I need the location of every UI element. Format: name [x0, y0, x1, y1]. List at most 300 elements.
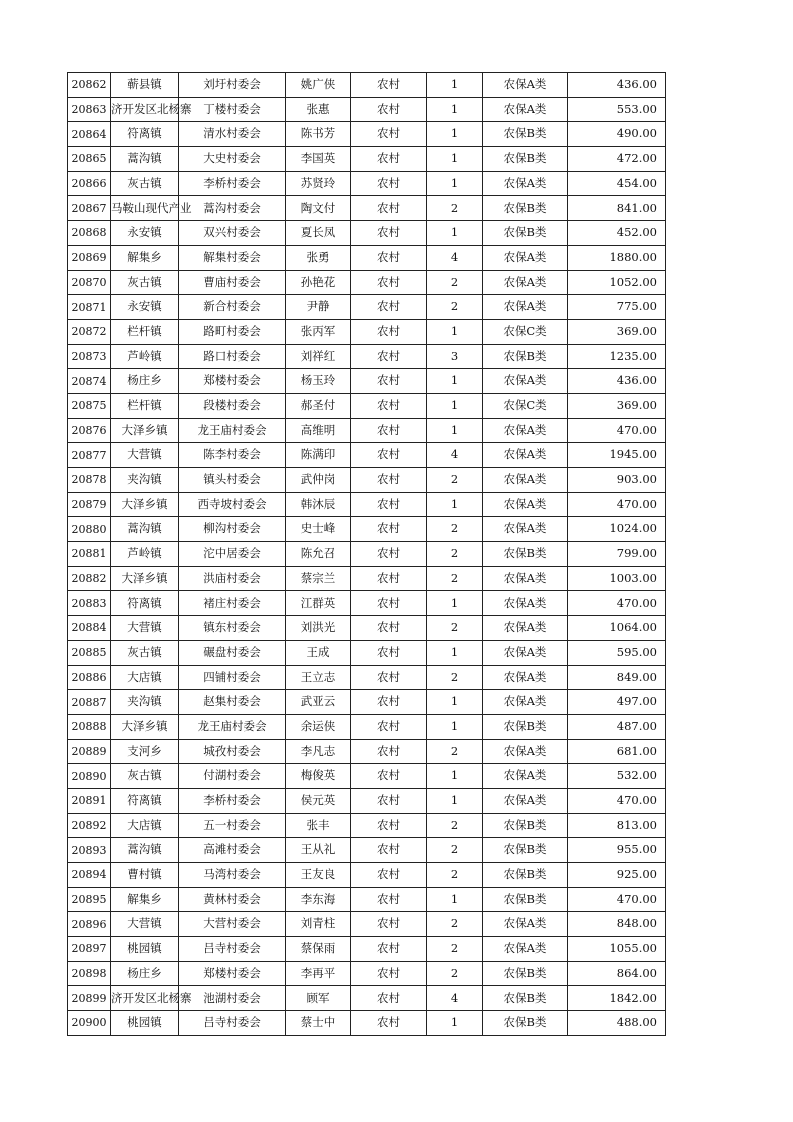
township-cell: 栏杆镇 — [111, 319, 179, 344]
name-cell: 高维明 — [286, 418, 351, 443]
township-cell: 灰古镇 — [111, 640, 179, 665]
township-cell: 灰古镇 — [111, 764, 179, 789]
amount-cell: 497.00 — [568, 690, 666, 715]
name-cell: 郝圣付 — [286, 393, 351, 418]
table-row — [68, 319, 666, 344]
household-count-cell: 1 — [427, 122, 483, 147]
area-type-cell: 农村 — [351, 468, 427, 493]
name-cell: 李再平 — [286, 961, 351, 986]
village-committee-cell: 陈李村委会 — [179, 443, 286, 468]
table-row — [68, 443, 666, 468]
row-number-cell: 20869 — [68, 245, 111, 270]
village-committee-cell: 路口村委会 — [179, 344, 286, 369]
name-cell: 蔡士中 — [286, 1011, 351, 1036]
row-number-cell: 20886 — [68, 665, 111, 690]
table-row — [68, 147, 666, 172]
household-count-cell: 2 — [427, 295, 483, 320]
amount-cell: 472.00 — [568, 147, 666, 172]
household-count-cell: 1 — [427, 147, 483, 172]
row-number-cell: 20883 — [68, 591, 111, 616]
township-cell: 杨庄乡 — [111, 961, 179, 986]
area-type-cell: 农村 — [351, 344, 427, 369]
name-cell: 李国英 — [286, 147, 351, 172]
insurance-class-cell: 农保A类 — [483, 788, 568, 813]
table-row — [68, 196, 666, 221]
area-type-cell: 农村 — [351, 270, 427, 295]
amount-cell: 452.00 — [568, 221, 666, 246]
amount-cell: 487.00 — [568, 714, 666, 739]
household-count-cell: 4 — [427, 245, 483, 270]
household-count-cell: 1 — [427, 1011, 483, 1036]
row-number-cell: 20880 — [68, 517, 111, 542]
household-count-cell: 1 — [427, 640, 483, 665]
row-number-cell: 20862 — [68, 73, 111, 98]
table-row — [68, 542, 666, 567]
name-cell: 王成 — [286, 640, 351, 665]
area-type-cell: 农村 — [351, 171, 427, 196]
amount-cell: 1235.00 — [568, 344, 666, 369]
name-cell: 夏长凤 — [286, 221, 351, 246]
row-number-cell: 20875 — [68, 393, 111, 418]
insurance-class-cell: 农保B类 — [483, 344, 568, 369]
row-number-cell: 20887 — [68, 690, 111, 715]
household-count-cell: 4 — [427, 986, 483, 1011]
township-cell: 大泽乡镇 — [111, 492, 179, 517]
row-number-cell: 20885 — [68, 640, 111, 665]
household-count-cell: 2 — [427, 961, 483, 986]
table-row — [68, 591, 666, 616]
area-type-cell: 农村 — [351, 690, 427, 715]
village-committee-cell: 碾盘村委会 — [179, 640, 286, 665]
insurance-class-cell: 农保A类 — [483, 764, 568, 789]
row-number-cell: 20889 — [68, 739, 111, 764]
village-committee-cell: 褚庄村委会 — [179, 591, 286, 616]
row-number-cell: 20863 — [68, 97, 111, 122]
table-row — [68, 813, 666, 838]
name-cell: 陶文付 — [286, 196, 351, 221]
row-number-cell: 20881 — [68, 542, 111, 567]
township-cell: 栏杆镇 — [111, 393, 179, 418]
amount-cell: 488.00 — [568, 1011, 666, 1036]
name-cell: 侯元英 — [286, 788, 351, 813]
amount-cell: 436.00 — [568, 73, 666, 98]
amount-cell: 1064.00 — [568, 616, 666, 641]
household-count-cell: 2 — [427, 813, 483, 838]
name-cell: 武仲岗 — [286, 468, 351, 493]
insurance-class-cell: 农保A类 — [483, 616, 568, 641]
area-type-cell: 农村 — [351, 221, 427, 246]
area-type-cell: 农村 — [351, 369, 427, 394]
township-cell: 蒿沟镇 — [111, 147, 179, 172]
row-number-cell: 20895 — [68, 887, 111, 912]
name-cell: 苏贤玲 — [286, 171, 351, 196]
township-cell: 芦岭镇 — [111, 542, 179, 567]
insurance-class-cell: 农保A类 — [483, 640, 568, 665]
table-row — [68, 73, 666, 98]
insurance-class-cell: 农保A类 — [483, 492, 568, 517]
table-row — [68, 764, 666, 789]
area-type-cell: 农村 — [351, 196, 427, 221]
table-row — [68, 912, 666, 937]
area-type-cell: 农村 — [351, 714, 427, 739]
village-committee-cell: 马湾村委会 — [179, 863, 286, 888]
household-count-cell: 2 — [427, 616, 483, 641]
amount-cell: 470.00 — [568, 887, 666, 912]
amount-cell: 454.00 — [568, 171, 666, 196]
row-number-cell: 20894 — [68, 863, 111, 888]
township-cell: 夹沟镇 — [111, 468, 179, 493]
table-row — [68, 566, 666, 591]
insurance-class-cell: 农保A类 — [483, 73, 568, 98]
area-type-cell: 农村 — [351, 887, 427, 912]
household-count-cell: 1 — [427, 764, 483, 789]
table-row — [68, 171, 666, 196]
township-cell: 解集乡 — [111, 887, 179, 912]
row-number-cell: 20874 — [68, 369, 111, 394]
village-committee-cell: 五一村委会 — [179, 813, 286, 838]
row-number-cell: 20899 — [68, 986, 111, 1011]
household-count-cell: 2 — [427, 196, 483, 221]
insurance-class-cell: 农保B类 — [483, 714, 568, 739]
amount-cell: 799.00 — [568, 542, 666, 567]
village-committee-cell: 李桥村委会 — [179, 171, 286, 196]
village-committee-cell: 刘圩村委会 — [179, 73, 286, 98]
insurance-class-cell: 农保A类 — [483, 171, 568, 196]
household-count-cell: 1 — [427, 319, 483, 344]
amount-cell: 1945.00 — [568, 443, 666, 468]
table-row — [68, 887, 666, 912]
insurance-class-cell: 农保C类 — [483, 393, 568, 418]
village-committee-cell: 沱中居委会 — [179, 542, 286, 567]
row-number-cell: 20873 — [68, 344, 111, 369]
household-count-cell: 2 — [427, 739, 483, 764]
insurance-class-cell: 农保A类 — [483, 517, 568, 542]
table-row — [68, 393, 666, 418]
amount-cell: 470.00 — [568, 418, 666, 443]
village-committee-cell: 新合村委会 — [179, 295, 286, 320]
village-committee-cell: 路町村委会 — [179, 319, 286, 344]
insurance-class-cell: 农保A类 — [483, 739, 568, 764]
row-number-cell: 20868 — [68, 221, 111, 246]
amount-cell: 1055.00 — [568, 937, 666, 962]
household-count-cell: 1 — [427, 221, 483, 246]
insurance-class-cell: 农保A类 — [483, 369, 568, 394]
insurance-class-cell: 农保B类 — [483, 863, 568, 888]
amount-cell: 470.00 — [568, 788, 666, 813]
insurance-class-cell: 农保B类 — [483, 813, 568, 838]
area-type-cell: 农村 — [351, 443, 427, 468]
village-committee-cell: 赵集村委会 — [179, 690, 286, 715]
area-type-cell: 农村 — [351, 591, 427, 616]
area-type-cell: 农村 — [351, 764, 427, 789]
household-count-cell: 2 — [427, 838, 483, 863]
name-cell: 史士峰 — [286, 517, 351, 542]
township-cell: 蒿沟镇 — [111, 838, 179, 863]
area-type-cell: 农村 — [351, 739, 427, 764]
table-row — [68, 295, 666, 320]
amount-cell: 595.00 — [568, 640, 666, 665]
ledger-body — [68, 73, 666, 1036]
name-cell: 姚广侠 — [286, 73, 351, 98]
village-committee-cell: 蒿沟村委会 — [179, 196, 286, 221]
township-cell: 永安镇 — [111, 295, 179, 320]
village-committee-cell: 龙王庙村委会 — [179, 714, 286, 739]
township-cell: 符离镇 — [111, 591, 179, 616]
area-type-cell: 农村 — [351, 665, 427, 690]
amount-cell: 955.00 — [568, 838, 666, 863]
row-number-cell: 20891 — [68, 788, 111, 813]
name-cell: 张惠 — [286, 97, 351, 122]
table-row — [68, 863, 666, 888]
name-cell: 顾军 — [286, 986, 351, 1011]
ledger-table — [67, 72, 666, 1036]
household-count-cell: 1 — [427, 73, 483, 98]
table-row — [68, 937, 666, 962]
village-committee-cell: 解集村委会 — [179, 245, 286, 270]
township-cell: 大泽乡镇 — [111, 566, 179, 591]
amount-cell: 1003.00 — [568, 566, 666, 591]
township-cell: 永安镇 — [111, 221, 179, 246]
amount-cell: 553.00 — [568, 97, 666, 122]
area-type-cell: 农村 — [351, 863, 427, 888]
area-type-cell: 农村 — [351, 319, 427, 344]
insurance-class-cell: 农保B类 — [483, 542, 568, 567]
row-number-cell: 20884 — [68, 616, 111, 641]
household-count-cell: 2 — [427, 270, 483, 295]
township-cell: 济开发区北杨寨 — [111, 97, 179, 122]
household-count-cell: 1 — [427, 690, 483, 715]
insurance-class-cell: 农保A类 — [483, 912, 568, 937]
name-cell: 陈允召 — [286, 542, 351, 567]
township-cell: 大泽乡镇 — [111, 714, 179, 739]
village-committee-cell: 洪庙村委会 — [179, 566, 286, 591]
village-committee-cell: 镇头村委会 — [179, 468, 286, 493]
insurance-class-cell: 农保A类 — [483, 468, 568, 493]
name-cell: 陈满印 — [286, 443, 351, 468]
area-type-cell: 农村 — [351, 813, 427, 838]
row-number-cell: 20882 — [68, 566, 111, 591]
village-committee-cell: 镇东村委会 — [179, 616, 286, 641]
name-cell: 江群英 — [286, 591, 351, 616]
village-committee-cell: 大史村委会 — [179, 147, 286, 172]
household-count-cell: 4 — [427, 443, 483, 468]
household-count-cell: 1 — [427, 97, 483, 122]
insurance-class-cell: 农保A类 — [483, 97, 568, 122]
household-count-cell: 2 — [427, 665, 483, 690]
village-committee-cell: 池湖村委会 — [179, 986, 286, 1011]
household-count-cell: 1 — [427, 369, 483, 394]
amount-cell: 903.00 — [568, 468, 666, 493]
village-committee-cell: 郑楼村委会 — [179, 961, 286, 986]
village-committee-cell: 曹庙村委会 — [179, 270, 286, 295]
household-count-cell: 1 — [427, 171, 483, 196]
name-cell: 王立志 — [286, 665, 351, 690]
village-committee-cell: 吕寺村委会 — [179, 937, 286, 962]
table-row — [68, 122, 666, 147]
row-number-cell: 20872 — [68, 319, 111, 344]
name-cell: 余运侠 — [286, 714, 351, 739]
household-count-cell: 1 — [427, 714, 483, 739]
amount-cell: 864.00 — [568, 961, 666, 986]
township-cell: 灰古镇 — [111, 270, 179, 295]
insurance-class-cell: 农保A类 — [483, 295, 568, 320]
row-number-cell: 20896 — [68, 912, 111, 937]
area-type-cell: 农村 — [351, 788, 427, 813]
table-row — [68, 245, 666, 270]
insurance-class-cell: 农保A类 — [483, 937, 568, 962]
village-committee-cell: 吕寺村委会 — [179, 1011, 286, 1036]
township-cell: 符离镇 — [111, 122, 179, 147]
row-number-cell: 20866 — [68, 171, 111, 196]
row-number-cell: 20900 — [68, 1011, 111, 1036]
village-committee-cell: 龙王庙村委会 — [179, 418, 286, 443]
insurance-class-cell: 农保A类 — [483, 245, 568, 270]
township-cell: 大营镇 — [111, 912, 179, 937]
amount-cell: 813.00 — [568, 813, 666, 838]
row-number-cell: 20898 — [68, 961, 111, 986]
area-type-cell: 农村 — [351, 912, 427, 937]
area-type-cell: 农村 — [351, 295, 427, 320]
village-committee-cell: 丁楼村委会 — [179, 97, 286, 122]
table-row — [68, 714, 666, 739]
name-cell: 武亚云 — [286, 690, 351, 715]
row-number-cell: 20877 — [68, 443, 111, 468]
table-row — [68, 270, 666, 295]
village-committee-cell: 双兴村委会 — [179, 221, 286, 246]
insurance-class-cell: 农保B类 — [483, 221, 568, 246]
name-cell: 韩沐辰 — [286, 492, 351, 517]
village-committee-cell: 高滩村委会 — [179, 838, 286, 863]
name-cell: 孙艳花 — [286, 270, 351, 295]
amount-cell: 369.00 — [568, 393, 666, 418]
row-number-cell: 20897 — [68, 937, 111, 962]
village-committee-cell: 李桥村委会 — [179, 788, 286, 813]
name-cell: 王从礼 — [286, 838, 351, 863]
insurance-class-cell: 农保B类 — [483, 986, 568, 1011]
township-cell: 杨庄乡 — [111, 369, 179, 394]
table-row — [68, 97, 666, 122]
household-count-cell: 2 — [427, 517, 483, 542]
name-cell: 张丰 — [286, 813, 351, 838]
village-committee-cell: 柳沟村委会 — [179, 517, 286, 542]
amount-cell: 470.00 — [568, 591, 666, 616]
insurance-class-cell: 农保B类 — [483, 838, 568, 863]
area-type-cell: 农村 — [351, 566, 427, 591]
household-count-cell: 2 — [427, 566, 483, 591]
township-cell: 灰古镇 — [111, 171, 179, 196]
insurance-class-cell: 农保A类 — [483, 591, 568, 616]
table-row — [68, 838, 666, 863]
township-cell: 马鞍山现代产业 — [111, 196, 179, 221]
insurance-class-cell: 农保C类 — [483, 319, 568, 344]
name-cell: 杨玉玲 — [286, 369, 351, 394]
township-cell: 大营镇 — [111, 616, 179, 641]
name-cell: 梅俊英 — [286, 764, 351, 789]
name-cell: 张勇 — [286, 245, 351, 270]
table-row — [68, 961, 666, 986]
amount-cell: 470.00 — [568, 492, 666, 517]
row-number-cell: 20879 — [68, 492, 111, 517]
household-count-cell: 1 — [427, 418, 483, 443]
area-type-cell: 农村 — [351, 838, 427, 863]
table-row — [68, 468, 666, 493]
township-cell: 芦岭镇 — [111, 344, 179, 369]
area-type-cell: 农村 — [351, 97, 427, 122]
insurance-class-cell: 农保B类 — [483, 122, 568, 147]
insurance-class-cell: 农保B类 — [483, 196, 568, 221]
area-type-cell: 农村 — [351, 640, 427, 665]
table-row — [68, 492, 666, 517]
insurance-class-cell: 农保A类 — [483, 443, 568, 468]
village-committee-cell: 城孜村委会 — [179, 739, 286, 764]
amount-cell: 490.00 — [568, 122, 666, 147]
household-count-cell: 2 — [427, 912, 483, 937]
township-cell: 济开发区北杨寨 — [111, 986, 179, 1011]
township-cell: 蕲县镇 — [111, 73, 179, 98]
name-cell: 陈书芳 — [286, 122, 351, 147]
row-number-cell: 20893 — [68, 838, 111, 863]
table-row — [68, 788, 666, 813]
insurance-class-cell: 农保B类 — [483, 147, 568, 172]
amount-cell: 775.00 — [568, 295, 666, 320]
township-cell: 曹村镇 — [111, 863, 179, 888]
household-count-cell: 2 — [427, 863, 483, 888]
name-cell: 刘祥红 — [286, 344, 351, 369]
township-cell: 蒿沟镇 — [111, 517, 179, 542]
amount-cell: 436.00 — [568, 369, 666, 394]
area-type-cell: 农村 — [351, 73, 427, 98]
insurance-class-cell: 农保A类 — [483, 418, 568, 443]
row-number-cell: 20865 — [68, 147, 111, 172]
township-cell: 大店镇 — [111, 665, 179, 690]
amount-cell: 849.00 — [568, 665, 666, 690]
amount-cell: 681.00 — [568, 739, 666, 764]
row-number-cell: 20870 — [68, 270, 111, 295]
insurance-class-cell: 农保A类 — [483, 566, 568, 591]
insurance-class-cell: 农保A类 — [483, 690, 568, 715]
area-type-cell: 农村 — [351, 937, 427, 962]
name-cell: 蔡宗兰 — [286, 566, 351, 591]
row-number-cell: 20878 — [68, 468, 111, 493]
household-count-cell: 1 — [427, 591, 483, 616]
name-cell: 蔡保雨 — [286, 937, 351, 962]
area-type-cell: 农村 — [351, 418, 427, 443]
table-row — [68, 640, 666, 665]
village-committee-cell: 付湖村委会 — [179, 764, 286, 789]
table-row — [68, 221, 666, 246]
area-type-cell: 农村 — [351, 961, 427, 986]
amount-cell: 1842.00 — [568, 986, 666, 1011]
village-committee-cell: 大营村委会 — [179, 912, 286, 937]
area-type-cell: 农村 — [351, 542, 427, 567]
area-type-cell: 农村 — [351, 616, 427, 641]
insurance-class-cell: 农保B类 — [483, 887, 568, 912]
area-type-cell: 农村 — [351, 122, 427, 147]
village-committee-cell: 黄林村委会 — [179, 887, 286, 912]
township-cell: 解集乡 — [111, 245, 179, 270]
name-cell: 李东海 — [286, 887, 351, 912]
insurance-class-cell: 农保A类 — [483, 665, 568, 690]
township-cell: 夹沟镇 — [111, 690, 179, 715]
row-number-cell: 20871 — [68, 295, 111, 320]
area-type-cell: 农村 — [351, 986, 427, 1011]
township-cell: 桃园镇 — [111, 1011, 179, 1036]
amount-cell: 1024.00 — [568, 517, 666, 542]
name-cell: 李凡志 — [286, 739, 351, 764]
village-committee-cell: 段楼村委会 — [179, 393, 286, 418]
table-row — [68, 616, 666, 641]
table-row — [68, 690, 666, 715]
